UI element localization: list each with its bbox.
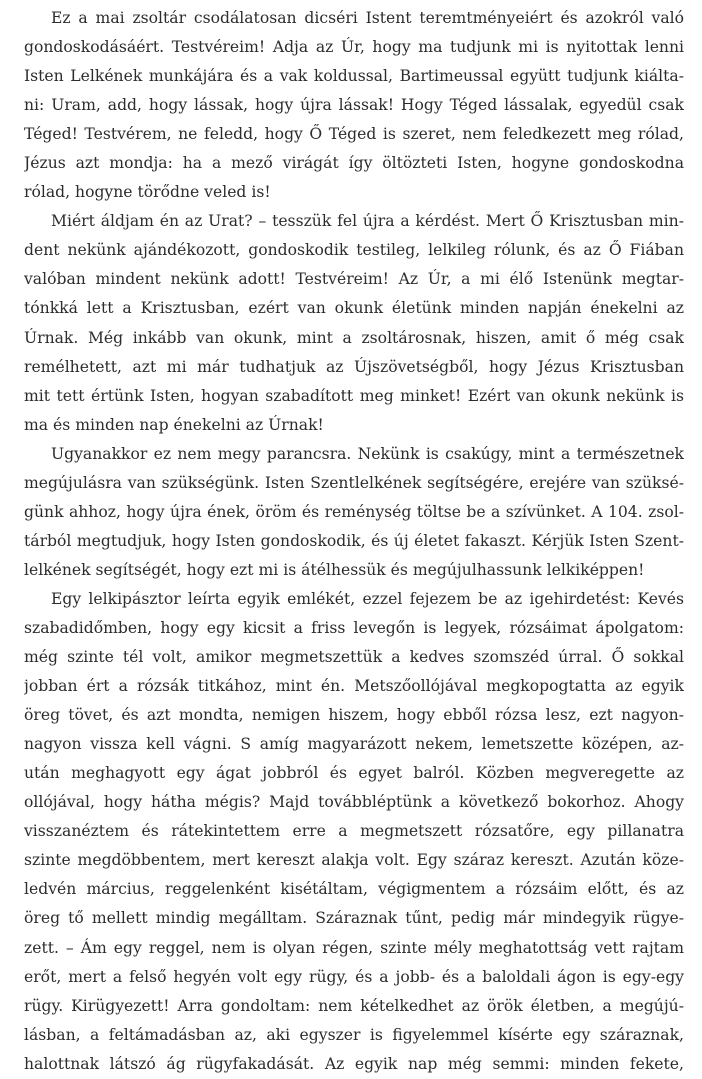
text-line: még szinte tél volt, amikor megmetszettük a kedves szomszéd úrral. Ő sokkal bbox=[24, 648, 684, 667]
text-line: szinte megdöbbentem, mert kereszt alakja volt. Egy száraz kereszt. Azután köze- bbox=[24, 851, 684, 870]
paragraph-2 bbox=[24, 207, 684, 439]
text-line: tárból megtudjuk, hogy Isten gondoskodik, és új életet fakaszt. Kérjük Isten Szent- bbox=[24, 531, 684, 550]
text-line: Egy lelkipásztor leírta egyik emlékét, ezzel fejezem be az igehirdetést: Kevés bbox=[51, 589, 684, 608]
text-line: ma és minden nap énekelni az Úrnak! bbox=[24, 415, 324, 434]
paragraph-1 bbox=[24, 4, 684, 207]
text-line: valóban mindent nekünk adott! Testvéreim! Az Úr, a mi élő Istenünk megtar- bbox=[24, 270, 684, 289]
text-line: rólad, hogyne törődne veled is! bbox=[24, 183, 271, 202]
text-line: rügy. Kirügyezett! Arra gondoltam: nem kételkedhet az örök életben, a megújú- bbox=[24, 996, 684, 1015]
text-line: Ugyanakkor ez nem megy parancsra. Nekünk is csakúgy, mint a természetnek bbox=[51, 444, 684, 463]
text-line: után meghagyott egy ágat jobbról és egyet balról. Közben megveregette az bbox=[24, 764, 684, 783]
text-line: öreg tő mellett mindig megálltam. Száraznak tűnt, pedig már mindegyik rügye- bbox=[24, 909, 684, 928]
text-line: mit tett értünk Isten, hogyan szabadított meg minket! Ezért van okunk nekünk is bbox=[24, 386, 684, 405]
text-line: jobban ért a rózsák titkához, mint én. Metszőollójával megkopogtatta az egyik bbox=[24, 677, 684, 696]
text-line: gondoskodásáért. Testvéreim! Adja az Úr, hogy ma tudjunk mi is nyitottak lenni bbox=[24, 38, 684, 57]
text-line: Ez a mai zsoltár csodálatosan dicséri Istent teremtményeiért és azokról való bbox=[51, 9, 684, 27]
text-line: remélhetett, azt mi már tudhatjuk az Újszövetségből, hogy Jézus Krisztusban bbox=[24, 357, 684, 376]
text-line: Téged! Testvérem, ne feledd, hogy Ő Téged is szeret, nem feledkezett meg rólad, bbox=[24, 125, 684, 144]
paragraph-3 bbox=[24, 440, 684, 585]
text-line: ni: Uram, add, hogy lássak, hogy újra lássak! Hogy Téged lássalak, egyedül csak bbox=[24, 96, 684, 115]
text-line: zett. – Ám egy reggel, nem is olyan régen, szinte mély meghatottság vett rajtam bbox=[24, 938, 684, 957]
text-line: Jézus azt mondja: ha a mező virágát így öltözteti Isten, hogyne gondoskodna bbox=[24, 154, 684, 173]
text-line: öreg tövet, és azt mondta, nemigen hiszem, hogy ebből rózsa lesz, ezt nagyon- bbox=[24, 706, 684, 725]
text-line: Úrnak. Még inkább van okunk, mint a zsoltárosnak, hiszen, amit ő még csak bbox=[24, 328, 684, 347]
text-line: megújulásra van szükségünk. Isten Szentlelkének segítségére, erejére van szüksé- bbox=[24, 473, 684, 492]
text-line: ledvén március, reggelenként kisétáltam, végigmentem a rózsáim előtt, és az bbox=[24, 880, 684, 899]
text-line: ollójával, hogy hátha mégis? Majd továbbléptünk a következő bokorhoz. Ahogy bbox=[24, 793, 684, 812]
text-line: visszanéztem és rátekintettem erre a megmetszett rózsatőre, egy pillanatra bbox=[24, 822, 684, 841]
text-line: erőt, mert a felső hegyén volt egy rügy, és a jobb- és a baloldali ágon is egy-egy bbox=[24, 967, 684, 986]
text-line: Isten Lelkének munkájára és a vak koldussal, Bartimeussal együtt tudjunk kiálta- bbox=[24, 67, 684, 86]
text-line: nagyon vissza kell vágni. S amíg magyarázott nekem, lemetszette középen, az- bbox=[24, 735, 684, 754]
paragraph-4 bbox=[24, 585, 684, 1079]
text-line: szabadidőmben, hogy egy kicsit a friss levegőn is legyek, rózsáimat ápolgatom: bbox=[24, 618, 684, 637]
text-line: Miért áldjam én az Urat? – tesszük fel újra a kérdést. Mert Ő Krisztusban min- bbox=[51, 212, 684, 231]
text-line: dent nekünk ajándékozott, gondoskodik testileg, lelkileg rólunk, és az Ő Fiában bbox=[24, 241, 684, 260]
document-page bbox=[24, 4, 684, 1079]
text-line: halottnak látszó ág rügyfakadását. Az egyik nap még semmi: minden fekete, bbox=[24, 1054, 684, 1073]
text-line: tónkká lett a Krisztusban, ezért van okunk életünk minden napján énekelni az bbox=[24, 299, 684, 318]
text-line: lelkének segítségét, hogy ezt mi is átélhessük és megújulhassunk lelkiképpen! bbox=[24, 560, 645, 579]
text-line: günk ahhoz, hogy újra ének, öröm és reménység töltse be a szívünket. A 104. zsol- bbox=[24, 502, 684, 521]
text-line: lásban, a feltámadásban az, aki egyszer is figyelemmel kísérte egy száraznak, bbox=[24, 1025, 684, 1044]
